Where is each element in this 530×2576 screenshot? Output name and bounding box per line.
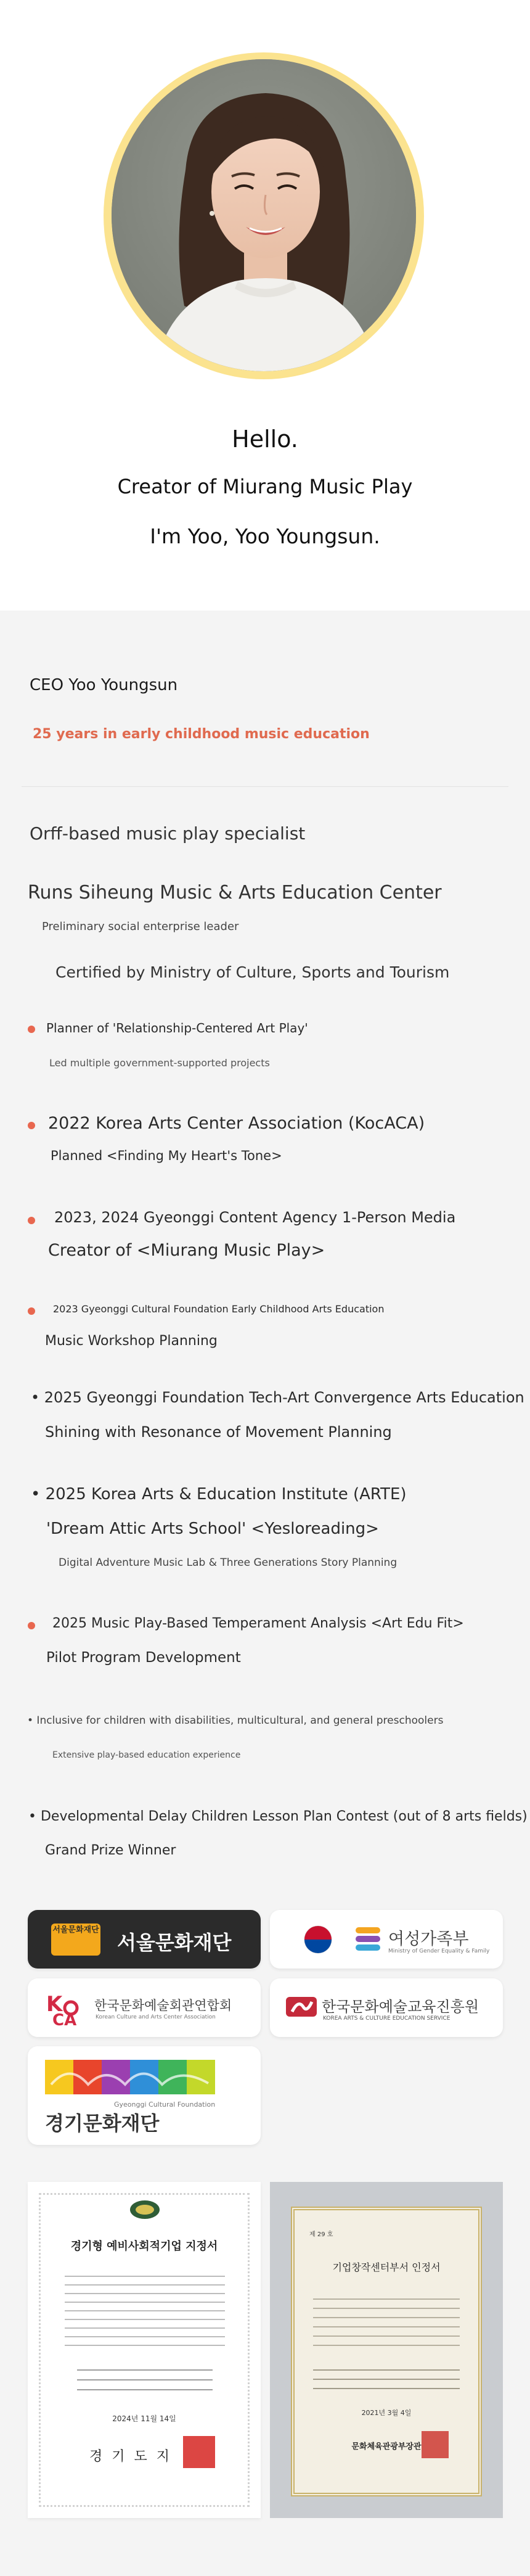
certificate-body-lines: [65, 2268, 225, 2348]
kocaca-sub: Korean Culture and Arts Center Association: [96, 2014, 216, 2020]
seoul-mark-icon: 서울문화재단: [51, 1924, 100, 1956]
mogef-sub: Ministry of Gender Equality & Family: [388, 1948, 490, 1954]
bullet-icon: [28, 1622, 35, 1629]
mogef-mark-icon: [353, 1924, 383, 1956]
career-sub: Planned <Finding My Heart's Tone>: [51, 1148, 282, 1163]
logo-ggcf: [28, 2046, 261, 2145]
certificate-date: 2021년 3월 4일: [361, 2409, 412, 2417]
hero-creator: Creator of Miurang Music Play: [117, 475, 413, 498]
kocaca-name: 한국문화예술회관연합회: [94, 1998, 232, 2013]
profile-section: [0, 611, 530, 2576]
certificate-date: 2024년 11월 14일: [112, 2414, 176, 2423]
logo-seoul-foundation: [28, 1910, 261, 1969]
career-title: 2025 Music Play-Based Temperament Analysis <Art Edu Fit>: [52, 1616, 464, 1631]
ggcf-mark-icon: [45, 2060, 218, 2097]
career-title: 2022 Korea Arts Center Association (KocACA): [48, 1114, 425, 1133]
certificate-left: [28, 2182, 261, 2518]
avatar: [112, 59, 416, 371]
red-seal-icon: [422, 2431, 449, 2458]
arte-mark-icon: [286, 1994, 317, 2019]
career-title: Planner of 'Relationship-Centered Art Play': [46, 1021, 308, 1035]
career-sub: 'Dream Attic Arts School' <Yesloreading>: [46, 1520, 379, 1538]
certificate-right: [270, 2182, 503, 2518]
career-sub: Shining with Resonance of Movement Planning: [45, 1423, 392, 1441]
logo-arte: [270, 1978, 503, 2037]
gyeonggi-seal-icon: [129, 2199, 161, 2220]
certificate-paper: [291, 2207, 482, 2496]
career-sub: Pilot Program Development: [46, 1650, 241, 1666]
specialist-text: Orff-based music play specialist: [30, 823, 306, 844]
arte-name: 한국문화예술교육진흥원: [322, 1998, 479, 2015]
divider: [22, 786, 508, 787]
bullet-icon: [28, 1122, 35, 1129]
experience-highlight: 25 years in early childhood music education: [33, 726, 370, 742]
bullet-icon: [28, 1026, 35, 1033]
career-title: 2023, 2024 Gyeonggi Content Agency 1-Person Media: [54, 1209, 456, 1226]
career-sub: Led multiple government-supported projects: [49, 1057, 270, 1069]
hero-section: [0, 0, 530, 611]
kocaca-mark-icon: [46, 1990, 87, 2027]
career-sub: Creator of <Miurang Music Play>: [48, 1241, 325, 1260]
svg-text:CA: CA: [52, 2011, 77, 2027]
career-sub: Music Workshop Planning: [45, 1333, 218, 1349]
certificate-number: 제 29 호: [309, 2231, 333, 2238]
seoul-name: 서울문화재단: [117, 1931, 232, 1954]
career-title: • Developmental Delay Children Lesson Plan Contest (out of 8 arts fields): [28, 1809, 528, 1824]
logo-kocaca: [28, 1978, 261, 2037]
certificate-statement-lines: [77, 2361, 213, 2398]
hero-name: I'm Yoo, Yoo Youngsun.: [150, 524, 380, 548]
hero-hello: Hello.: [232, 426, 298, 453]
bullet-icon: [28, 1217, 35, 1224]
red-seal-icon: [183, 2436, 215, 2468]
career-sub: Grand Prize Winner: [45, 1843, 176, 1858]
certificate-body-lines: [313, 2290, 460, 2346]
certificate-issuer: 경 기 도 지: [89, 2449, 172, 2464]
career-title: • 2025 Gyeonggi Foundation Tech-Art Convergence Arts Education: [31, 1389, 524, 1406]
certificate-statement-lines: [313, 2361, 460, 2389]
social-enterprise-text: Preliminary social enterprise leader: [42, 920, 239, 933]
certificate-title: 경기형 예비사회적기업 지정서: [70, 2240, 218, 2253]
bullet-icon: [28, 1307, 35, 1315]
career-title: 2023 Gyeonggi Cultural Foundation Early Childhood Arts Education: [53, 1303, 385, 1315]
mogef-name: 여성가족부: [388, 1930, 469, 1949]
ggcf-sub: Gyeonggi Cultural Foundation: [114, 2101, 216, 2109]
career-title: • Inclusive for children with disabilities, multicultural, and general preschoolers: [27, 1714, 444, 1727]
logo-mogef: [270, 1910, 503, 1969]
portrait-photo: [112, 59, 416, 371]
taegeuk-mark-icon: [293, 1924, 343, 1956]
center-text: Runs Siheung Music & Arts Education Center: [28, 882, 442, 903]
ceo-name: CEO Yoo Youngsun: [30, 676, 178, 694]
ggcf-name: 경기문화재단: [45, 2112, 160, 2135]
career-sub: Extensive play-based education experience: [52, 1750, 241, 1760]
arte-sub: KOREA ARTS & CULTURE EDUCATION SERVICE: [323, 2015, 450, 2022]
career-sub2: Digital Adventure Music Lab & Three Generations Story Planning: [59, 1557, 398, 1569]
certificate-issuer: 문화체육관광부장관: [351, 2442, 422, 2451]
svg-text:K: K: [46, 1992, 63, 2017]
certified-text: Certified by Ministry of Culture, Sports and Tourism: [55, 963, 450, 981]
certificate-title: 기업창작센터부서 인정서: [332, 2261, 441, 2273]
career-title: • 2025 Korea Arts & Education Institute (ARTE): [31, 1485, 407, 1504]
